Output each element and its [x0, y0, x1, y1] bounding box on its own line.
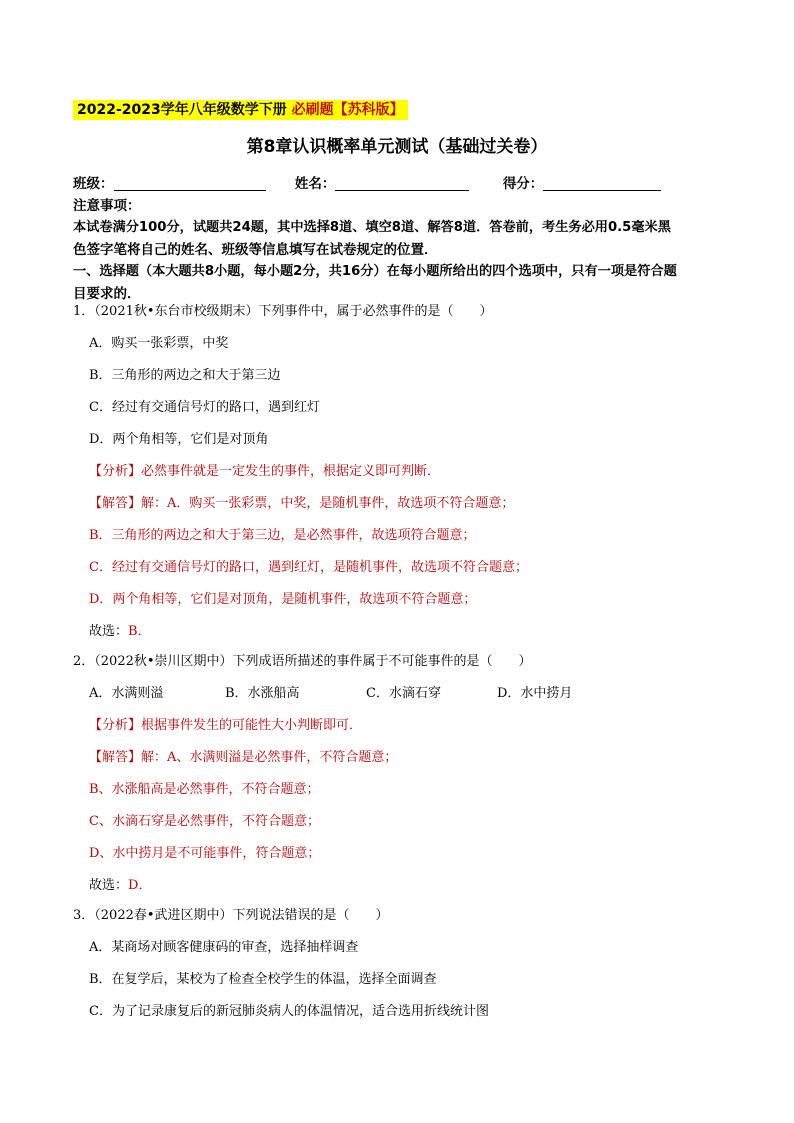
q2-choice-label: 故选：: [89, 878, 129, 893]
class-blank[interactable]: [114, 176, 266, 191]
q1-option-d: D．两个角相等，它们是对顶角: [89, 432, 269, 447]
q2-solution: [89, 748, 397, 768]
q1-solution-d: D．两个角相等，它们是对顶角，是随机事件，故选项不符合题意；: [89, 592, 477, 607]
section-heading-2: 目要求的．: [73, 286, 141, 302]
q2-analysis-text: 根据事件发生的可能性大小判断即可．: [141, 718, 363, 733]
q2-option-d: D．水中捞月: [497, 686, 573, 701]
q2-option-c: C．水滴石穿: [366, 686, 441, 701]
q1-solution-c: C．经过有交通信号灯的路口，遇到红灯，是随机事件，故选项不符合题意；: [89, 560, 528, 575]
q2-stem: 2．（2022秋•崇川区期中）下列成语所描述的事件属于不可能事件的是（ ）: [73, 654, 532, 669]
page-title: 第8章认识概率单元测试（基础过关卷）: [246, 137, 548, 157]
q1-solution-a: 解：A．购买一张彩票，中奖，是随机事件，故选项不符合题意；: [141, 496, 515, 511]
section-heading-1: 一、选择题（本大题共8小题，每小题2分，共16分）在每小题所给出的四个选项中，只有一项是符合题: [73, 264, 677, 279]
q2-option-a: A．水满则溢: [89, 686, 164, 701]
score-label: 得分：: [502, 176, 544, 192]
score-blank[interactable]: [543, 176, 661, 191]
info-line: [73, 172, 661, 192]
q2-option-b: B．水涨船高: [225, 686, 300, 701]
q1-option-c: C．经过有交通信号灯的路口，遇到红灯: [89, 400, 320, 415]
banner-highlight: 必刷题【苏科版】: [291, 102, 404, 118]
banner-prefix: 2022-2023学年八年级数学下册: [77, 102, 292, 118]
q1-stem: 1．（2021秋•东台市校级期末）下列事件中，属于必然事件的是（ ）: [73, 304, 493, 319]
q2-solution-d: D、水中捞月是不可能事件，符合题意；: [89, 846, 321, 861]
q2-choice-value: D．: [128, 878, 152, 893]
q1-choice-value: B．: [128, 624, 151, 639]
notes-heading: 注意事项：: [73, 198, 141, 214]
q3-option-c: C．为了记录康复后的新冠肺炎病人的体温情况，适合选用折线统计图: [89, 1004, 489, 1019]
q1-solution: [89, 494, 514, 514]
q1-option-a: A．购买一张彩票，中奖: [89, 336, 229, 351]
q2-solution-b: B、水涨船高是必然事件，不符合题意；: [89, 782, 320, 797]
q1-analysis-text: 必然事件就是一定发生的事件，根据定义即可判断．: [141, 464, 441, 479]
q3-stem: 3．（2022春•武进区期中）下列说法错误的是（ ）: [73, 908, 389, 923]
q1-analysis: [89, 462, 440, 482]
q2-choice: [89, 876, 151, 896]
class-label: 班级：: [73, 176, 114, 192]
q1-analysis-tag: 【分析】: [89, 464, 142, 479]
q3-option-a: A．某商场对顾客健康码的审查，选择抽样调查: [89, 940, 359, 955]
name-label: 姓名：: [294, 176, 336, 192]
notes-line-1: 本试卷满分100分，试题共24题，其中选择8道、填空8道、解答8道．答卷前，考生务必用0.5毫米黑: [73, 220, 671, 235]
q2-analysis: [89, 716, 362, 736]
q2-solution-tag: 【解答】: [89, 750, 142, 765]
q2-solution-a: 解：A、水满则溢是必然事件，不符合题意；: [141, 750, 398, 765]
q1-choice: [89, 622, 151, 642]
q1-solution-b: B．三角形的两边之和大于第三边，是必然事件，故选项符合题意；: [89, 528, 476, 543]
q2-solution-c: C、水滴石穿是必然事件，不符合题意；: [89, 814, 320, 829]
header-banner: [73, 100, 408, 120]
notes-line-2: 色签字笔将自己的姓名、班级等信息填写在试卷规定的位置．: [73, 242, 438, 258]
q2-analysis-tag: 【分析】: [89, 718, 142, 733]
q1-solution-tag: 【解答】: [89, 496, 142, 511]
q3-option-b: B．在复学后，某校为了检查全校学生的体温，选择全面调查: [89, 972, 437, 987]
q1-option-b: B．三角形的两边之和大于第三边: [89, 368, 281, 383]
name-blank[interactable]: [335, 176, 469, 191]
q1-choice-label: 故选：: [89, 624, 129, 639]
